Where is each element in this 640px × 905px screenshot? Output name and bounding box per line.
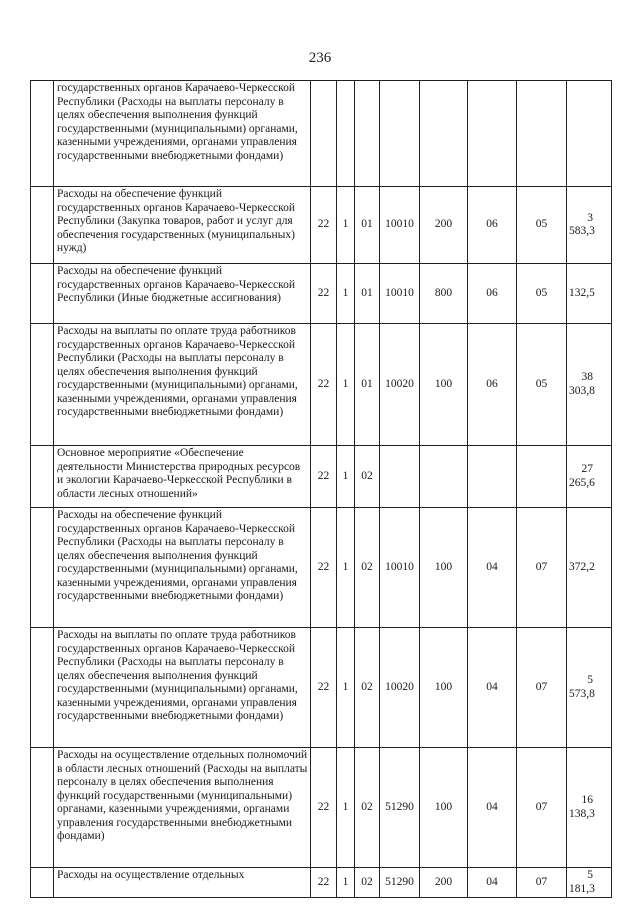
subprogram-code-cell: 1 [337,868,355,898]
article-code-cell: 10010 [380,187,420,264]
subsection-code-cell: 07 [517,748,567,868]
program-code-cell [311,81,337,187]
expense-type-cell: 200 [420,187,468,264]
event-code-cell: 02 [355,508,380,628]
expense-type-cell [420,81,468,187]
blank-cell [31,748,54,868]
program-code-cell: 22 [311,264,337,324]
subprogram-code-cell: 1 [337,187,355,264]
amount-cell: 372,2 [567,508,612,628]
subsection-code-cell: 05 [517,187,567,264]
expense-type-cell [420,446,468,508]
article-code-cell [380,446,420,508]
section-code-cell [468,446,517,508]
page-number: 236 [308,50,332,66]
subsection-code-cell: 07 [517,628,567,748]
section-code-cell [468,81,517,187]
program-code-cell: 22 [311,187,337,264]
table-row [31,81,612,187]
event-code-cell: 01 [355,187,380,264]
event-code-cell [355,81,380,187]
table-row [31,508,612,628]
amount-cell: 38 303,8 [567,324,612,446]
section-code-cell: 04 [468,628,517,748]
subprogram-code-cell: 1 [337,446,355,508]
event-code-cell: 01 [355,324,380,446]
row-name-cell: государственных органов Карачаево-Черкесской Республики (Расходы на выплаты персоналу в целях обеспечения выполнения функций государственными (муниципальными) органами, казенными учреждениями, органами управления государственными внебюджетными фондами) [54,81,311,187]
expense-type-cell: 100 [420,748,468,868]
article-code-cell: 10020 [380,324,420,446]
subprogram-code-cell: 1 [337,264,355,324]
subsection-code-cell: 07 [517,508,567,628]
subprogram-code-cell [337,81,355,187]
table-row [31,264,612,324]
section-code-cell: 04 [468,748,517,868]
row-name-cell: Расходы на выплаты по оплате труда работников государственных органов Карачаево-Черкесской Республики (Расходы на выплаты персоналу в целях обеспечения выполнения функций государственными (муниципальными) органами, казенными учреждениями, органами управления государственными внебюджетными фондами) [54,628,311,748]
program-code-cell: 22 [311,628,337,748]
blank-cell [31,81,54,187]
amount-cell: 27 265,6 [567,446,612,508]
program-code-cell: 22 [311,324,337,446]
section-code-cell: 06 [468,187,517,264]
row-name-cell: Расходы на обеспечение функций государственных органов Карачаево-Черкесской Республики (Расходы на выплаты персоналу в целях обеспечения выполнения функций государственными (муниципальными) органами, казенными учреждениями, органами управления государственными внебюджетными фондами) [54,508,311,628]
event-code-cell: 02 [355,868,380,898]
subprogram-code-cell: 1 [337,748,355,868]
blank-cell [31,508,54,628]
amount-cell: 132,5 [567,264,612,324]
row-name-cell: Расходы на осуществление отдельных полномочий в области лесных отношений (Расходы на выплаты персоналу в целях обеспечения выполнения функций государственными (муниципальными) органами, казенными учреждениями, органами управления государственными внебюджетными фондами) [54,748,311,868]
table-row [31,628,612,748]
blank-cell [31,628,54,748]
subprogram-code-cell: 1 [337,628,355,748]
blank-cell [31,868,54,898]
amount-cell: 5 181,3 [567,868,612,898]
table-row [31,446,612,508]
table-row [31,187,612,264]
program-code-cell: 22 [311,446,337,508]
table-row [31,324,612,446]
table-row [31,748,612,868]
section-code-cell: 06 [468,264,517,324]
table-row [31,868,612,898]
article-code-cell: 10020 [380,628,420,748]
subprogram-code-cell: 1 [337,324,355,446]
row-name-cell: Основное мероприятие «Обеспечение деятельности Министерства природных ресурсов и экологии Карачаево-Черкесской Республики в области лесных отношений» [54,446,311,508]
expense-type-cell: 100 [420,628,468,748]
row-name-cell: Расходы на обеспечение функций государственных органов Карачаево-Черкесской Республики (Иные бюджетные ассигнования) [54,264,311,324]
row-name-cell: Расходы на выплаты по оплате труда работников государственных органов Карачаево-Черкесской Республики (Расходы на выплаты персоналу в целях обеспечения выполнения функций государственными (муниципальными) органами, казенными учреждениями, органами управления государственными внебюджетными фондами) [54,324,311,446]
blank-cell [31,324,54,446]
amount-cell [567,81,612,187]
article-code-cell: 51290 [380,748,420,868]
subsection-code-cell: 05 [517,324,567,446]
article-code-cell: 10010 [380,264,420,324]
expense-type-cell: 800 [420,264,468,324]
subsection-code-cell: 07 [517,868,567,898]
row-name-cell: Расходы на обеспечение функций государственных органов Карачаево-Черкесской Республики (Закупка товаров, работ и услуг для обеспечения государственных (муниципальных) нужд) [54,187,311,264]
article-code-cell: 10010 [380,508,420,628]
article-code-cell [380,81,420,187]
subsection-code-cell: 05 [517,264,567,324]
section-code-cell: 04 [468,508,517,628]
expense-type-cell: 100 [420,508,468,628]
expense-type-cell: 100 [420,324,468,446]
blank-cell [31,446,54,508]
event-code-cell: 01 [355,264,380,324]
event-code-cell: 02 [355,748,380,868]
blank-cell [31,187,54,264]
section-code-cell: 06 [468,324,517,446]
blank-cell [31,264,54,324]
subsection-code-cell [517,446,567,508]
program-code-cell: 22 [311,748,337,868]
budget-table [30,80,612,898]
event-code-cell: 02 [355,628,380,748]
program-code-cell: 22 [311,508,337,628]
table-body [31,81,612,898]
expense-type-cell: 200 [420,868,468,898]
row-name-cell: Расходы на осуществление отдельных [54,868,311,898]
amount-cell: 3 583,3 [567,187,612,264]
amount-cell: 5 573,8 [567,628,612,748]
subprogram-code-cell: 1 [337,508,355,628]
subsection-code-cell [517,81,567,187]
event-code-cell: 02 [355,446,380,508]
program-code-cell: 22 [311,868,337,898]
amount-cell: 16 138,3 [567,748,612,868]
article-code-cell: 51290 [380,868,420,898]
section-code-cell: 04 [468,868,517,898]
